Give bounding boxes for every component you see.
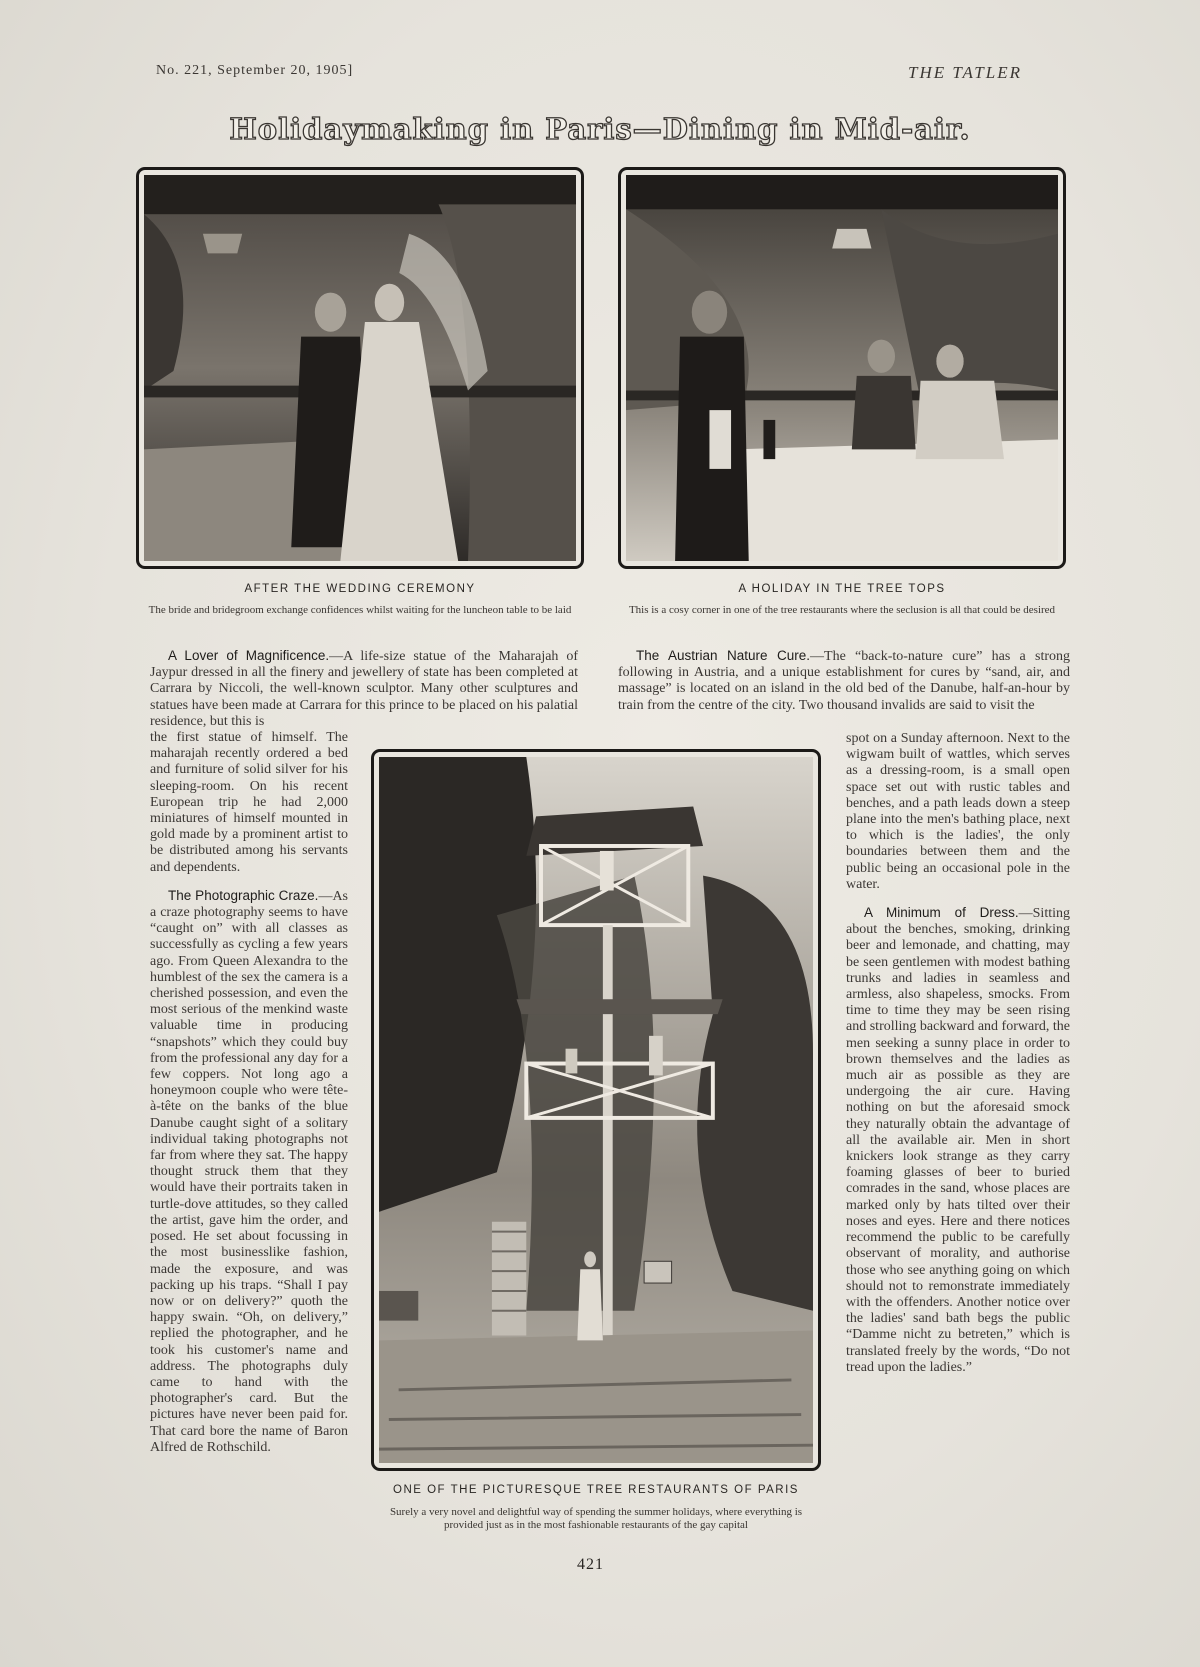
section-text-photographic: —As a craze photography seems to have “caught on” with all classes as successfully as cycling a few years ago. From Queen Alexandra to the humblest of the sex the camera is a cherished possession, and even the most serious of the menkind waste valuable time in producing “snapshots” which they could buy from the professional any day for a few coppers. Not long ago a honeymoon couple who were tête-à-tête on the banks of the blue Danube caught sight of a solitary individual taking photographs not far from where they sat. The happy thought struck them that they would have their portraits taken in turtle-dove attitudes, so they called the artist, gave him the order, and posed. He set about focussing in the most businesslike fashion, made the exposure, and was packing up his traps. “Shall I pay now or on delivery?” quoth the happy swain. “Oh, on delivery,” replied the photographer, and he took his customer's name and address. The photographs duly came to hand with the photographer's card. But the pictures have never been paid for. That card bore the name of Baron Alfred de Rothschild. [150, 888, 348, 1455]
right-column-narrow [846, 731, 1070, 1376]
tree-tops-caption-text: This is a cosy corner in one of the tree restaurants where the seclusion is all that could be desired [628, 604, 1056, 616]
wedding-photo-image [144, 175, 576, 561]
section-heading-minimum-dress: A Minimum of Dress. [864, 905, 1019, 921]
tree-tops-photo [618, 167, 1066, 569]
tree-restaurant-photo [371, 749, 821, 1471]
section-text-nature-cure-narrow: spot on a Sunday afternoon. Next to the wigwam built of wattles, which serves as a dressing-room, is a small open space set out with rustic tables and benches, and a path leads down a steep plane into the men's bathing place, next to which is the ladies', the only boundaries between them and the public being an occasional pole in the water. [846, 731, 1070, 892]
tree-restaurant-photo-image [379, 757, 813, 1463]
page-number: 421 [577, 1556, 604, 1573]
right-column-wide [618, 648, 1070, 714]
section-heading-magnificence: A Lover of Magnificence. [168, 648, 330, 663]
tree-tops-photo-image [626, 175, 1058, 561]
tree-restaurant-caption-text: Surely a very novel and delightful way of spending the summer holidays, where everything is provided just as in the most fashionable restaurants of the gay capital [389, 1506, 803, 1531]
left-column-narrow [150, 730, 348, 1456]
wedding-photo [136, 167, 584, 569]
issue-header: No. 221, September 20, 1905] [156, 63, 354, 78]
tree-restaurant-caption-title: ONE OF THE PICTURESQUE TREE RESTAURANTS OF PARIS [393, 1484, 799, 1496]
wedding-caption-title: AFTER THE WEDDING CEREMONY [244, 583, 476, 595]
section-heading-photographic: The Photographic Craze. [168, 887, 319, 903]
wedding-caption-text: The bride and bridegroom exchange confidences whilst waiting for the luncheon table to be laid [148, 604, 572, 616]
section-text-nature-cure-wide: —The “back-to-nature cure” has a strong following in Austria, and a unique establishment for cures by “sand, air, and massage” is located on an island in the old bed of the Danube, half-an-hour by train from the centre of the city. Two thousand invalids are said to visit the [618, 649, 1071, 713]
section-text-magnificence-wide: —A life-size statue of the Maharajah of Jaypur dressed in all the finery and jewellery of state has been completed at Carrara by Niccoli, the well-known sculptor. Many other sculptures and statues have been made at Carrara for this prince to be placed on his palatial residence, but this is [150, 649, 578, 729]
section-text-magnificence-narrow: the first statue of himself. The maharajah recently ordered a bed and furniture of solid silver for his sleeping-room. On his recent European trip he had 2,000 miniatures of himself mounted in gold made by a prominent artist to be distributed among his servants and dependents. [150, 730, 348, 875]
tree-tops-caption-title: A HOLIDAY IN THE TREE TOPS [738, 583, 946, 595]
page-title: Holidaymaking in Paris—Dining in Mid-air. [229, 112, 971, 146]
left-column-wide [150, 648, 578, 730]
section-text-minimum-dress: —Sitting about the benches, smoking, drinking beer and lemonade, and chatting, may be seen gentlemen with modest bathing trunks and ladies in seamless and armless, also shapeless, smocks. From time to time they may be seen rising and strolling backward and forward, the men seeking a sunny place in order to brown themselves and the ladies as much air as possible as they are undergoing the air cure. Having nothing on but the aforesaid smock they naturally obtain the advantage of all the available air. Men in short knickers look strange as they carry foaming glasses of beer to buried comrades in the sand, whose places are marked only by hats tilted over their noses and eyes. Here and there notices recommend the public to be carefully observant of morality, and authorise those who see anything going on which should not to remonstrate immediately with the offenders. Another notice over the ladies' sand bath begs the public “Damme nicht zu betreten,” which is translated freely by the words, “Do not tread upon the ladies.” [846, 906, 1070, 1375]
magazine-name: THE TATLER [908, 63, 1022, 82]
section-heading-nature-cure: The Austrian Nature Cure. [636, 648, 811, 663]
